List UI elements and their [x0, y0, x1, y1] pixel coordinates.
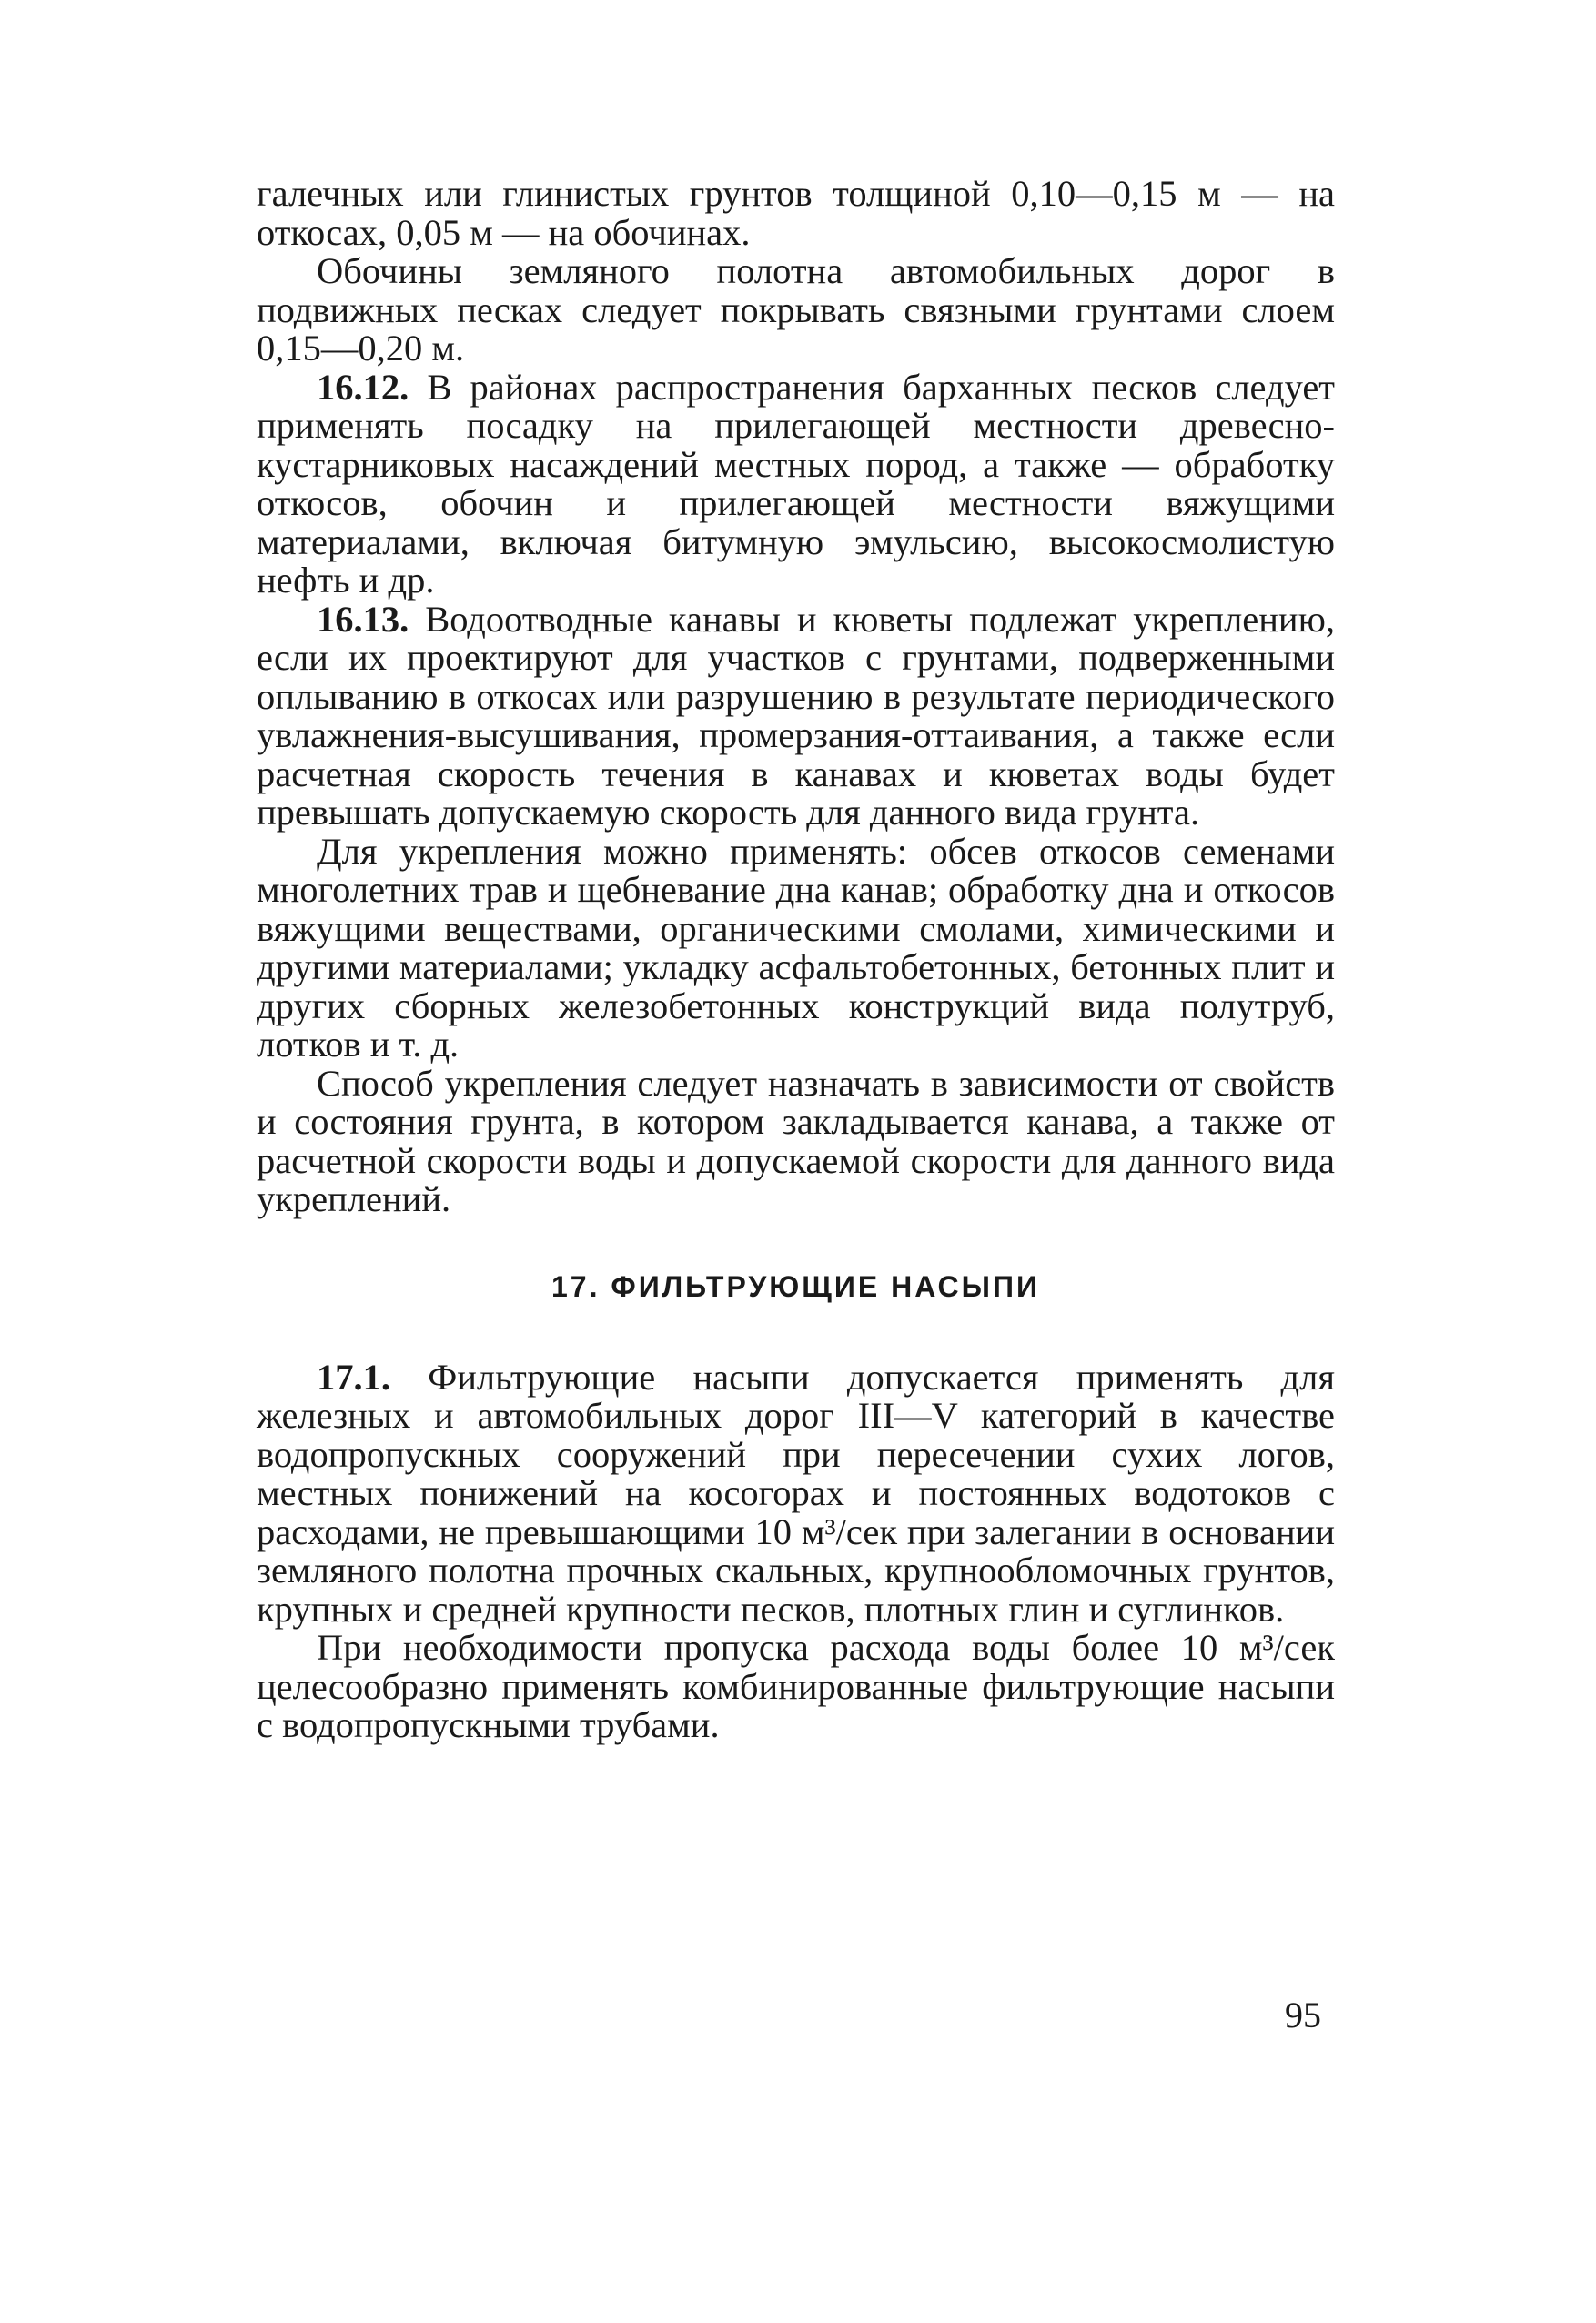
paragraph-text: Способ укрепления следует назначать в зависимости от свойств и состояния грунта, в котором закладывается канава, а также от расчетной скорости воды и допускаемой скорости для данного вида укреплений.: [257, 1062, 1335, 1219]
paragraph-text: Фильтрующие насыпи допускается применять для железных и автомобильных дорог III—V категорий в качестве водопропускных сооружений при пересечении сухих логов, местных понижений на косогорах и постоянных водотоков с расходами, не превышающими 10 м³/сек при залегании в основании земляного полотна прочных скальных, крупнообломочных грунтов, крупных и средней крупности песков, плотных глин и суглинков.: [257, 1356, 1335, 1630]
clause-number: 16.13.: [317, 598, 409, 640]
paragraph-reinforcement-methods: [257, 830, 1335, 1065]
paragraph-text: Обочины земляного полотна автомобильных дорог в подвижных песках следует покрывать связными грунтами слоем 0,15—0,20 м.: [257, 250, 1335, 369]
text-column: [257, 175, 1335, 1745]
paragraph-text: В районах распространения барханных песков следует применять посадку на прилегающей местности древесно-кустарниковых насаждений местных пород, а также — обработку откосов, обочин и прилегающей местности вяжущими материалами, включая битумную эмульсию, высокосмолистую нефть и др.: [257, 366, 1335, 601]
paragraph-text: Водоотводные канавы и кюветы подлежат укреплению, если их проектируют для участков с грунтами, подверженными оплыванию в откосах или разрушению в результате периодического увлажнения-высушивания, промерзания-оттаивания, а также если расчетная скорость течения в канавах и кюветах воды будет превышать допускаемую скорость для данного вида грунта.: [257, 598, 1335, 833]
clause-number: 16.12.: [317, 366, 409, 408]
page-number: 95: [1285, 1995, 1321, 2035]
paragraph-reinforcement-choice: [257, 1062, 1335, 1219]
section-heading: 17. ФИЛЬТРУЮЩИЕ НАСЫПИ: [551, 1269, 1040, 1303]
paragraph-shoulders: [257, 252, 1335, 369]
paragraph-16-12: [257, 366, 1335, 601]
paragraph-text: галечных или глинистых грунтов толщиной 0,10—0,15 м — на откосах, 0,05 м — на обочинах.: [257, 173, 1335, 253]
paragraph-17-1: [257, 1358, 1335, 1630]
paragraph-combined-embankments: [257, 1629, 1335, 1745]
paragraph-continuation: [257, 175, 1335, 252]
clause-number: 17.1.: [317, 1356, 390, 1398]
paragraph-16-13: [257, 598, 1335, 833]
paragraph-text: Для укрепления можно применять: обсев откосов семенами многолетних трав и щебневание дна канав; обработку дна и откосов вяжущими веществами, органическими смолами, химическими и другими материалами; укладку асфальтобетонных, бетонных плит и других сборных железобетонных конструкций вида полутруб, лотков и т. д.: [257, 830, 1335, 1065]
paragraph-text: При необходимости пропуска расхода воды более 10 м³/сек целесообразно применять комбинированные фильтрующие насыпи с водопропускными трубами.: [257, 1627, 1335, 1745]
